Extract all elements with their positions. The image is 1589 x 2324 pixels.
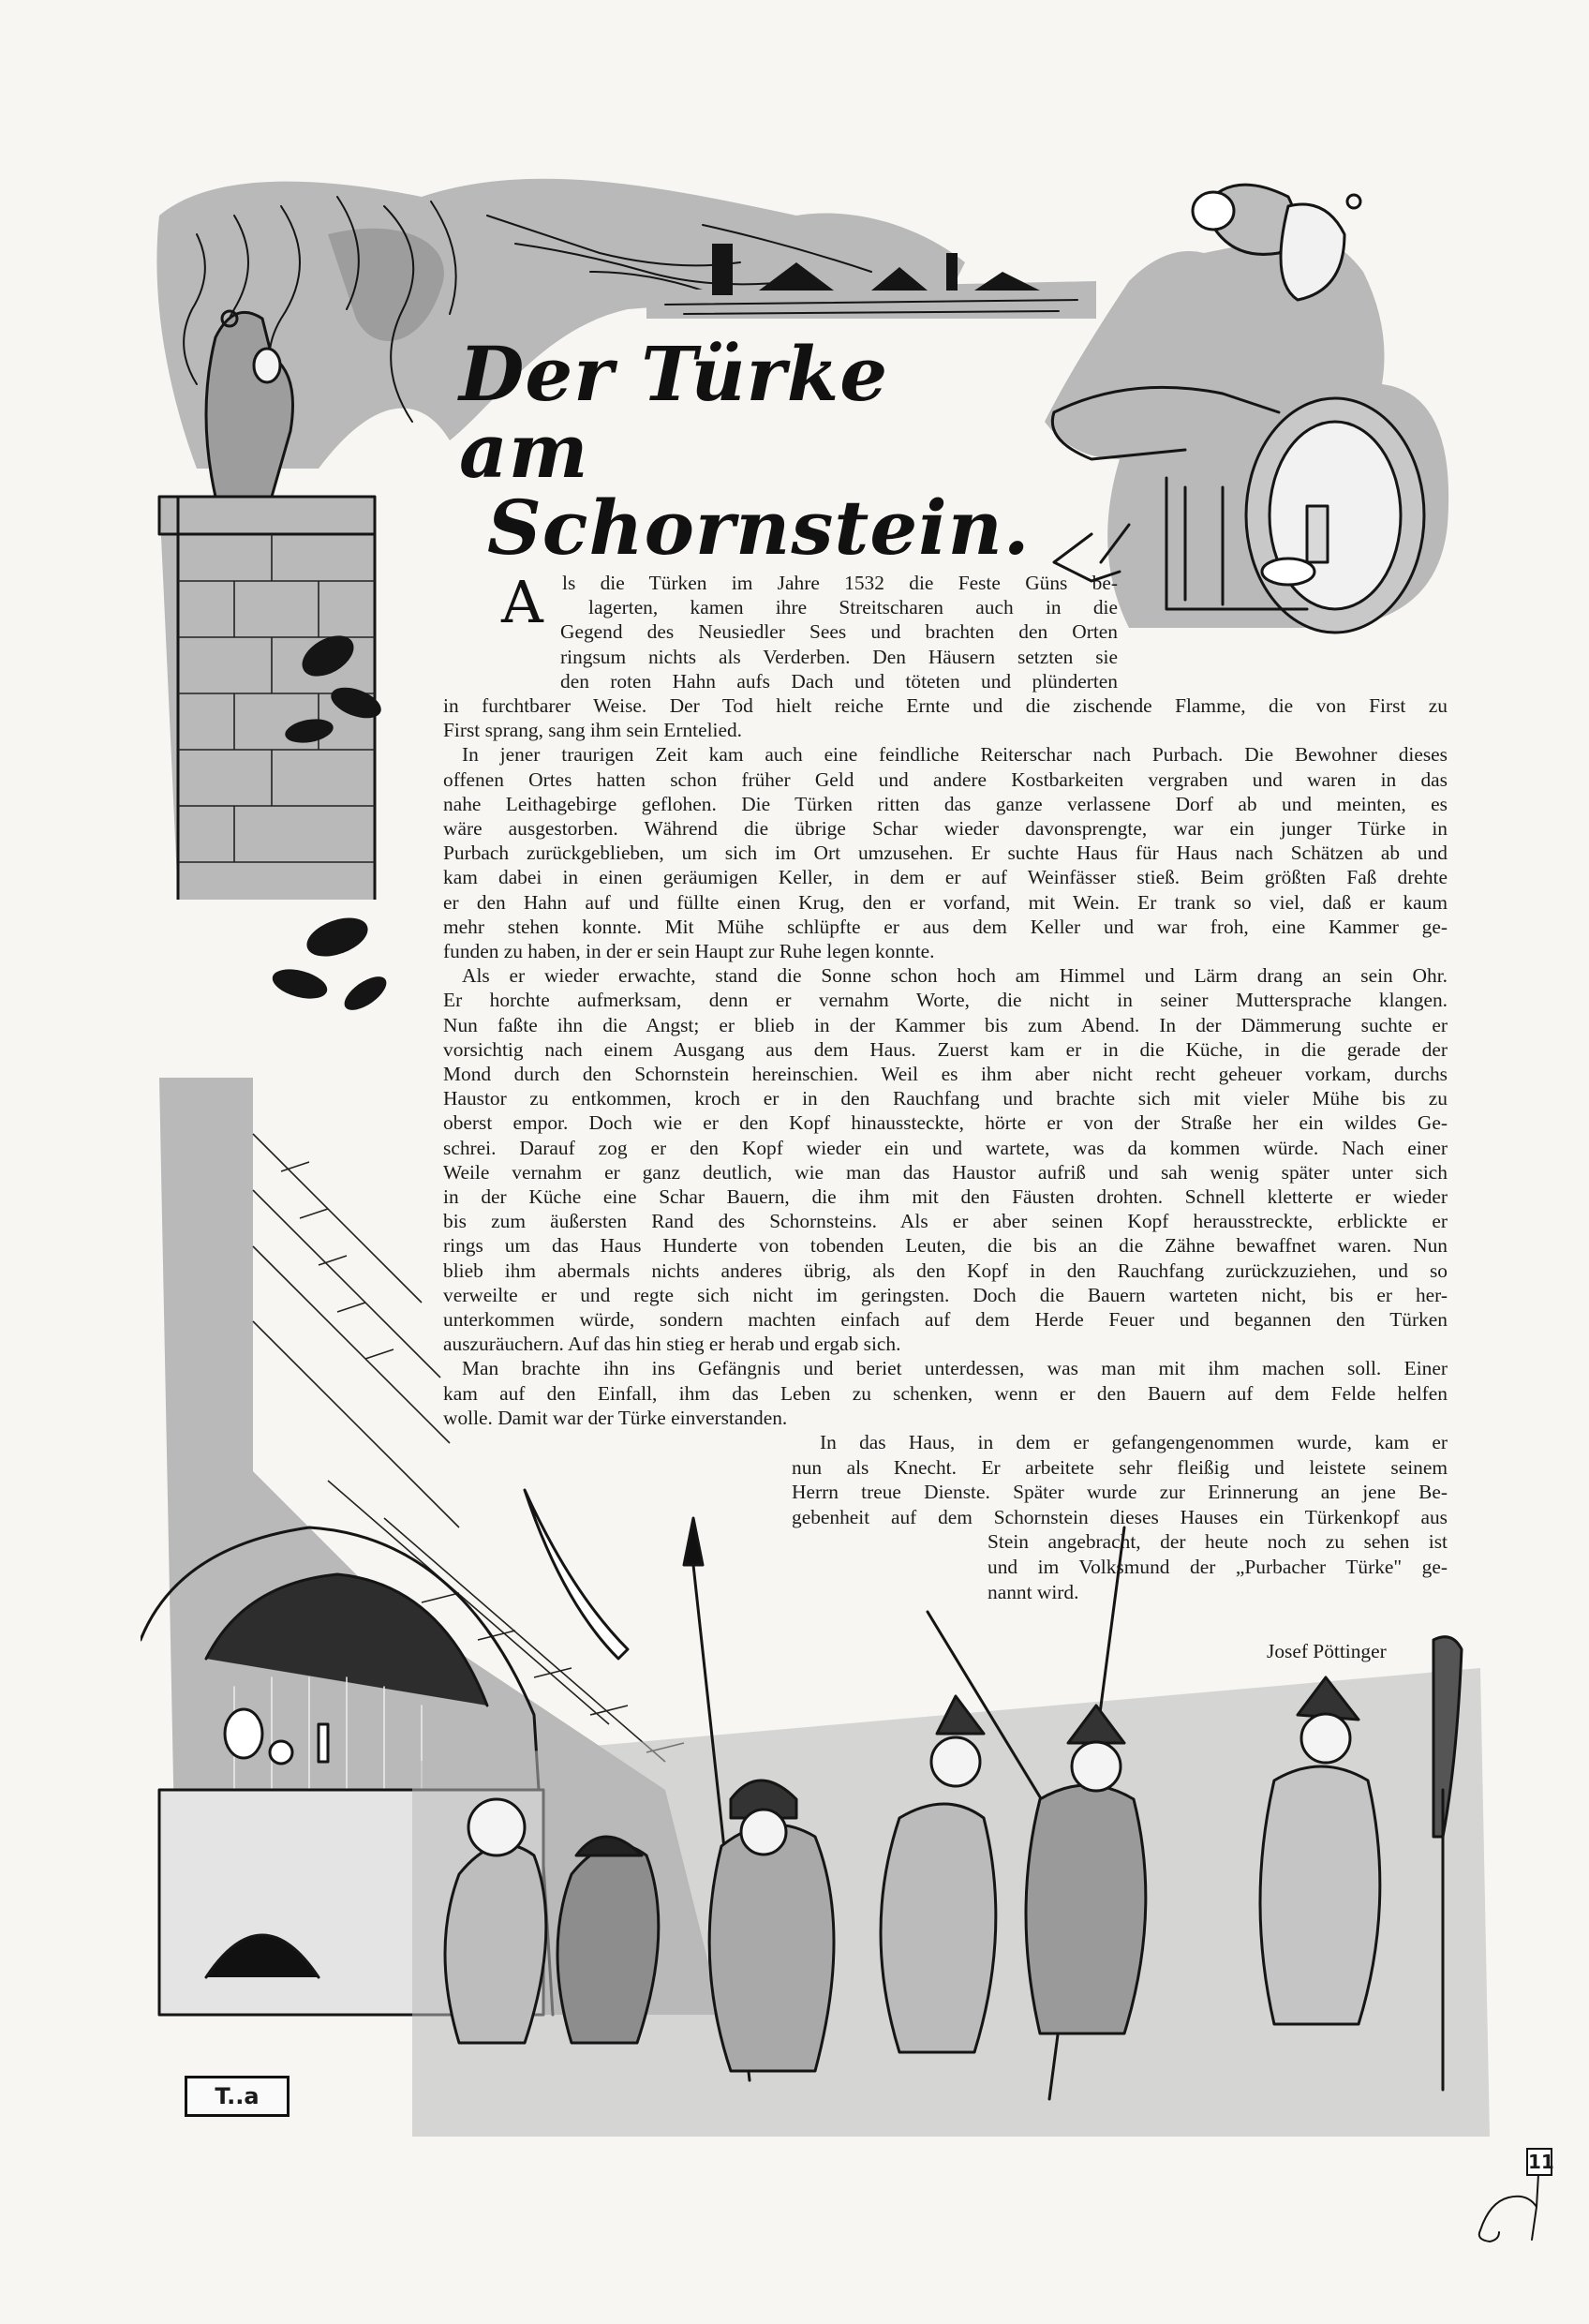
article-line: wolle. Damit war der Türke einverstanden. <box>443 1406 788 1429</box>
article-line: In jener traurigen Zeit kam auch eine feindliche Reiterschar nach Purbach. Die Bewohner dieses <box>462 743 1448 767</box>
title-line-1: Der Türke am <box>459 330 889 495</box>
article-line: in der Küche eine Schar Bauern, die ihm mit den Fäusten drohten. Schnell kletterte er wieder <box>443 1185 1448 1208</box>
article-line: den roten Hahn aufs Dach und töteten und plünderten <box>560 669 1118 693</box>
article-line: gebenheit auf dem Schornstein dieses Hauses ein Türkenkopf aus <box>792 1505 1448 1528</box>
article-line: und im Volksmund der „Purbacher Türke" ge- <box>988 1556 1448 1578</box>
article-line: Mond durch den Schornstein hereinschien. Weil es ihm aber nicht recht geheuer vorkam, durchs <box>443 1063 1448 1085</box>
article-line: Er horchte aufmerksam, denn er vernahm Worte, die nicht in seiner Muttersprache klangen. <box>443 989 1448 1012</box>
article-line: blieb ihm abermals nichts anderes übrig, als den Kopf in den Rauchfang zurückzuziehen, und so <box>443 1259 1448 1282</box>
drop-cap: A <box>501 568 543 636</box>
article-line: er den Hahn auf und füllte einen Krug, den er vorfand, mit Wein. Er trank so viel, daß er kaum <box>443 890 1448 914</box>
article-line: schrei. Darauf zog er den Kopf wieder ein und wartete, was da kommen würde. Nach einer <box>443 1136 1448 1159</box>
article-line: in furchtbarer Weise. Der Tod hielt reiche Ernte und die zischende Flamme, die von First zu <box>443 694 1448 717</box>
article-line: Haustor zu entkommen, kroch er in den Rauchfang und brachte sich mit vieler Mühe bis zu <box>443 1087 1448 1110</box>
article-line: offenen Ortes hatten schon früher Geld und andere Kostbarkeiten vergraben und waren in das <box>443 767 1448 791</box>
article-line: mehr stehen konnte. Mit Mühe schlüpfte er aus dem Keller und war froh, eine Kammer ge- <box>443 915 1448 938</box>
title-line-2: Schornstein. <box>487 484 1031 572</box>
article-line: Purbach zurückgeblieben, um sich im Ort umzusehen. Er suchte Haus für Haus nach Schätzen ab und <box>443 842 1448 865</box>
article-line: nahe Leithagebirge geflohen. Die Türken ritten das ganze verlassene Dorf ab und meinten, es <box>443 792 1448 815</box>
article-line: ls die Türken im Jahre 1532 die Feste Güns be- <box>562 572 1118 594</box>
article-line: funden zu haben, in der er sein Haupt zur Ruhe legen konnte. <box>443 940 935 962</box>
article-line: lagerten, kamen ihre Streitscharen auch in die <box>588 596 1118 619</box>
article-line: bis zum äußersten Rand des Schornsteins. Als er aber seinen Kopf herausstreckte, erblickte er <box>443 1210 1448 1233</box>
article-line: First sprang, sang ihm sein Erntelied. <box>443 719 743 742</box>
article-line: Herrn treue Dienste. Später wurde zur Erinnerung an jene Be- <box>792 1481 1448 1504</box>
article-line: Stein angebracht, der heute noch zu sehen ist <box>988 1530 1448 1554</box>
article-line: Nun faßte ihn die Angst; er blieb in der Kammer bis zum Abend. In der Dämmerung suchte er <box>443 1013 1448 1036</box>
article-line: ringsum nichts als Verderben. Den Häusern setzten sie <box>560 645 1118 668</box>
article-line: In das Haus, in dem er gefangengenommen wurde, kam er <box>820 1431 1448 1453</box>
article-line: vorsichtig nach einem Ausgang aus dem Haus. Zuerst kam er in die Küche, in die gerade der <box>443 1037 1448 1061</box>
article-line: kam auf den Einfall, ihm das Leben zu schenken, wenn er den Bauern auf dem Felde helfen <box>443 1381 1448 1405</box>
article-line: Man brachte ihn ins Gefängnis und beriet unterdessen, was man mit ihm machen soll. Einer <box>462 1357 1448 1380</box>
article-line: verweilte er und regte sich nicht im geringsten. Doch die Bauern warteten nicht, bis er her- <box>443 1283 1448 1306</box>
article-line: Gegend des Neusiedler Sees und brachten den Orten <box>560 620 1118 644</box>
article-line: Als er wieder erwachte, stand die Sonne schon hoch am Himmel und Lärm drang an sein Ohr. <box>462 964 1448 988</box>
article-line: oberst empor. Doch wie er den Kopf hinaussteckte, hörte er von der Straße her ein wildes Ge- <box>443 1111 1448 1135</box>
author-name: Josef Pöttinger <box>1267 1640 1387 1662</box>
article-line: nun als Knecht. Er arbeitete sehr fleißig und leistete seinem <box>792 1455 1448 1479</box>
article-line: rings um das Haus Hunderte von tobenden Leuten, die bis an die Zähne bewaffnet waren. Nun <box>443 1234 1448 1258</box>
article-line: unterkommen würde, sondern machten einfach auf dem Herde Feuer und begannen den Türken <box>443 1308 1448 1331</box>
artist-signature: T..a <box>185 2076 290 2117</box>
article-line: wäre ausgestorben. Während die übrige Schar wieder davonsprengte, war ein junger Türke in <box>443 817 1448 840</box>
page-number: 11 <box>1526 2148 1552 2176</box>
article-line: Weile vernahm er ganz deutlich, wie man das Haustor aufriß und sah wenig später unter sich <box>443 1160 1448 1184</box>
article-line: kam dabei in einen geräumigen Keller, in dem er auf Weinfässer stieß. Beim größten Faß drehte <box>443 866 1448 889</box>
article-line: nannt wird. <box>988 1580 1079 1603</box>
article-line: auszuräuchern. Auf das hin stieg er herab und ergab sich. <box>443 1333 901 1356</box>
